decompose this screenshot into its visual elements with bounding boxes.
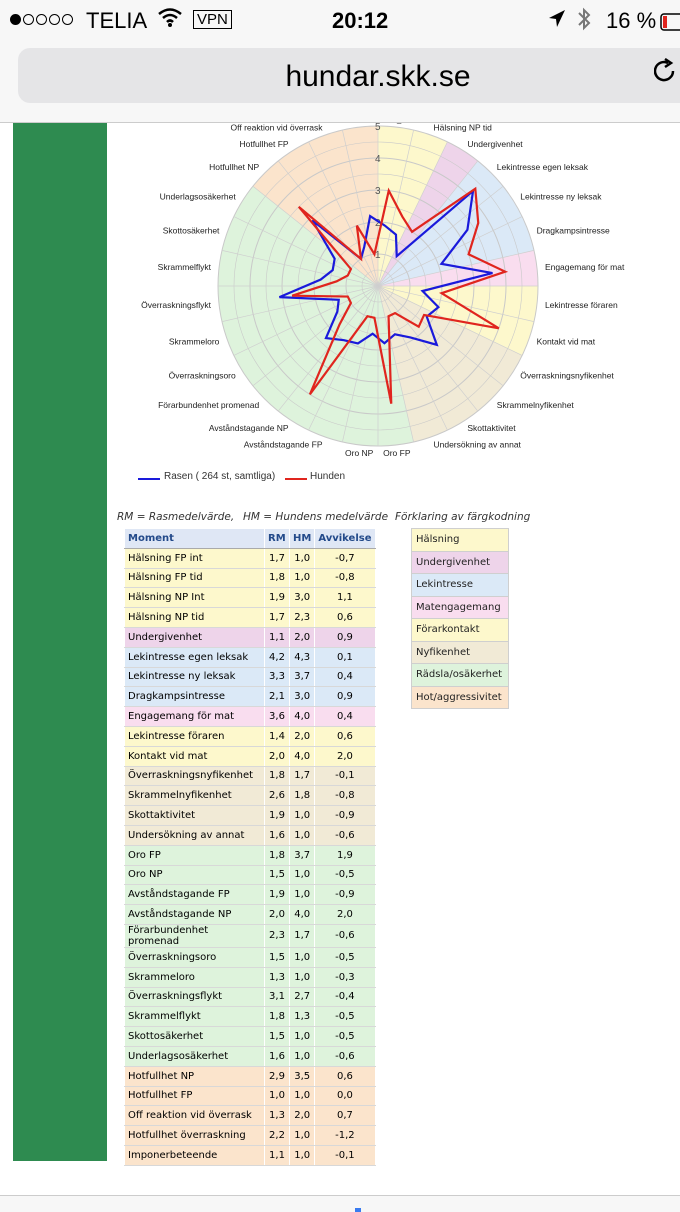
page-content [0, 123, 680, 1195]
table-row [125, 687, 376, 707]
radar-category-label: Överraskningsnyfikenhet [520, 370, 614, 381]
hm-cell: 1,3 [290, 1007, 315, 1027]
color-key-table [411, 528, 509, 709]
moment-cell: Oro NP [125, 865, 265, 885]
deviation-cell: -0,1 [315, 1145, 375, 1165]
rm-cell: 1,9 [265, 806, 290, 826]
color-key-row [412, 664, 509, 687]
radar-category-label: Oro FP [383, 447, 411, 458]
moment-cell: Avståndstagande FP [125, 885, 265, 905]
moment-cell: Avståndstagande NP [125, 905, 265, 925]
radar-category-label: Överraskningsoro [168, 370, 236, 381]
moment-cell: Hotfullhet NP [125, 1066, 265, 1086]
table-header-row [125, 529, 376, 549]
hm-cell: 1,0 [290, 1027, 315, 1047]
moment-cell: Skrammelnyfikenhet [125, 786, 265, 806]
table-row [125, 1007, 376, 1027]
table-row [125, 967, 376, 987]
rm-cell: 1,9 [265, 885, 290, 905]
deviation-cell: 1,9 [315, 845, 375, 865]
moment-cell: Off reaktion vid överrask [125, 1106, 265, 1126]
battery-icon [660, 11, 680, 37]
deviation-cell: 0,9 [315, 687, 375, 707]
deviation-cell: 0,6 [315, 726, 375, 746]
deviation-cell: -0,8 [315, 568, 375, 588]
hm-cell: 1,0 [290, 568, 315, 588]
radar-tick-label: 1 [375, 250, 381, 261]
radar-category-label: Lekintresse ny leksak [520, 191, 602, 202]
hm-cell: 2,0 [290, 726, 315, 746]
rm-cell: 2,0 [265, 905, 290, 925]
rm-cell: 1,5 [265, 947, 290, 967]
rm-cell: 1,7 [265, 608, 290, 628]
moment-cell: Skottosäkerhet [125, 1027, 265, 1047]
table-row [125, 1106, 376, 1126]
moment-cell: Lekintresse egen leksak [125, 647, 265, 667]
radar-category-label [316, 123, 403, 124]
table-row [125, 806, 376, 826]
radar-category-label: Avståndstagande FP [243, 439, 323, 450]
rm-cell: 1,8 [265, 766, 290, 786]
hm-cell: 1,0 [290, 825, 315, 845]
rm-cell: 2,3 [265, 924, 290, 947]
deviation-cell: -0,5 [315, 1027, 375, 1047]
deviation-cell: -0,9 [315, 806, 375, 826]
hm-cell: 1,7 [290, 766, 315, 786]
color-key-row [412, 529, 509, 552]
hm-cell: 4,0 [290, 905, 315, 925]
moment-cell: Imponerbeteende [125, 1145, 265, 1165]
table-row [125, 588, 376, 608]
rm-cell: 1,5 [265, 865, 290, 885]
table-row [125, 825, 376, 845]
column-header: RM [265, 529, 290, 549]
moment-cell: Engagemang för mat [125, 707, 265, 727]
hm-cell: 1,0 [290, 967, 315, 987]
table-row [125, 885, 376, 905]
moment-cell: Hotfullhet FP [125, 1086, 265, 1106]
deviation-cell: -0,1 [315, 766, 375, 786]
carrier-name: TELIA [86, 8, 148, 33]
radar-category-label: Avståndstagande NP [208, 423, 289, 434]
moment-cell: Kontakt vid mat [125, 746, 265, 766]
color-key-row [412, 641, 509, 664]
table-row [125, 1126, 376, 1146]
hm-cell: 1,0 [290, 1145, 315, 1165]
rm-cell: 2,6 [265, 786, 290, 806]
hm-cell: 1,7 [290, 924, 315, 947]
signal-strength-icon [10, 12, 75, 30]
table-row [125, 845, 376, 865]
rm-cell: 1,6 [265, 825, 290, 845]
table-row [125, 1046, 376, 1066]
bottom-indicator [355, 1208, 361, 1212]
rm-cell: 1,9 [265, 588, 290, 608]
deviation-cell: -0,9 [315, 885, 375, 905]
radar-category-label: Lekintresse egen leksak [496, 162, 588, 173]
rm-cell: 1,8 [265, 845, 290, 865]
hm-cell: 2,0 [290, 1106, 315, 1126]
table-row [125, 924, 376, 947]
hm-cell: 4,0 [290, 746, 315, 766]
radar-category-label: Off reaktion vid överrask [230, 123, 323, 133]
radar-category-label: Underlagsosäkerhet [159, 191, 236, 202]
hm-cell: 1,0 [290, 865, 315, 885]
table-row [125, 905, 376, 925]
moment-cell: Hotfullhet överraskning [125, 1126, 265, 1146]
hm-cell: 2,0 [290, 627, 315, 647]
moment-cell: Oro FP [125, 845, 265, 865]
color-key-label: Matengagemang [412, 596, 509, 619]
moment-cell: Dragkampsintresse [125, 687, 265, 707]
color-key-row [412, 686, 509, 709]
moment-cell: Överraskningsflykt [125, 987, 265, 1007]
deviation-cell: -0,4 [315, 987, 375, 1007]
hm-cell: 3,7 [290, 667, 315, 687]
rm-cell: 1,4 [265, 726, 290, 746]
rm-cell: 2,2 [265, 1126, 290, 1146]
rm-cell: 1,6 [265, 1046, 290, 1066]
hm-cell: 3,0 [290, 588, 315, 608]
radar-category-label: Hälsning NP tid [433, 123, 492, 133]
table-row [125, 568, 376, 588]
radar-tick-label: 3 [375, 186, 381, 197]
moment-cell: Undersökning av annat [125, 825, 265, 845]
hm-cell: 1,0 [290, 885, 315, 905]
hm-cell: 4,3 [290, 647, 315, 667]
radar-tick-label: 4 [375, 154, 381, 165]
address-bar[interactable] [18, 48, 680, 103]
color-key-label: Hälsning [412, 529, 509, 552]
color-key-label: Nyfikenhet [412, 641, 509, 664]
radar-category-label: Engagemang för mat [544, 262, 625, 273]
hm-cell: 3,7 [290, 845, 315, 865]
color-key-row [412, 574, 509, 597]
moment-cell: Skottaktivitet [125, 806, 265, 826]
moment-cell: Överraskningsnyfikenhet [125, 766, 265, 786]
rm-note: RM = Rasmedelvärde, [117, 511, 235, 523]
reload-icon[interactable] [654, 58, 676, 89]
radar-category-label: Skrammelflykt [157, 262, 212, 273]
deviation-cell: -1,2 [315, 1126, 375, 1146]
color-key-label: Hot/aggressivitet [412, 686, 509, 709]
column-header: HM [290, 529, 315, 549]
moment-cell: Underlagsosäkerhet [125, 1046, 265, 1066]
rm-cell: 1,8 [265, 568, 290, 588]
radar-category-label: Kontakt vid mat [536, 336, 596, 347]
url-text[interactable]: hundar.skk.se [285, 60, 471, 93]
status-bar [0, 0, 680, 40]
radar-category-label: Skottaktivitet [467, 423, 516, 434]
deviation-cell: -0,5 [315, 865, 375, 885]
color-key-label: Rädsla/osäkerhet [412, 664, 509, 687]
deviation-cell: -0,8 [315, 786, 375, 806]
deviation-cell: 2,0 [315, 746, 375, 766]
hm-cell: 2,3 [290, 608, 315, 628]
radar-category-label: Skrammelnyfikenhet [496, 399, 574, 410]
legend-label-breed: Rasen ( 264 st, samtliga) [164, 471, 276, 482]
color-key-row [412, 619, 509, 642]
rm-cell: 1,1 [265, 1145, 290, 1165]
hm-cell: 1,0 [290, 947, 315, 967]
hm-cell: 4,0 [290, 707, 315, 727]
radar-category-label: Undersökning av annat [433, 439, 521, 450]
moment-cell: Hälsning FP int [125, 548, 265, 568]
deviation-cell: 0,1 [315, 647, 375, 667]
radar-chart [0, 123, 680, 463]
hm-cell: 1,0 [290, 548, 315, 568]
rm-cell: 1,0 [265, 1086, 290, 1106]
deviation-cell: 0,6 [315, 1066, 375, 1086]
moment-cell: Lekintresse ny leksak [125, 667, 265, 687]
deviation-cell: 0,4 [315, 667, 375, 687]
table-row [125, 766, 376, 786]
deviation-cell: -0,6 [315, 924, 375, 947]
table-row [125, 707, 376, 727]
table-row [125, 627, 376, 647]
deviation-cell: 0,7 [315, 1106, 375, 1126]
radar-category-label: Dragkampsintresse [536, 225, 610, 236]
table-row [125, 1066, 376, 1086]
color-key-title: Förklaring av färgkodning [395, 511, 531, 523]
rm-cell: 1,7 [265, 548, 290, 568]
bluetooth-icon [576, 7, 592, 37]
battery-percent: 16 % [606, 8, 657, 33]
radar-category-label: Lekintresse föraren [544, 299, 618, 310]
rm-cell: 3,1 [265, 987, 290, 1007]
rm-cell: 1,3 [265, 967, 290, 987]
moment-cell: Hälsning NP Int [125, 588, 265, 608]
radar-tick-label: 2 [375, 218, 381, 229]
rm-cell: 3,3 [265, 667, 290, 687]
moment-cell: Lekintresse föraren [125, 726, 265, 746]
browser-bottom-bar [0, 1195, 680, 1212]
moment-cell: Skrammeloro [125, 967, 265, 987]
moment-cell: Hälsning FP tid [125, 568, 265, 588]
table-row [125, 548, 376, 568]
color-key-label: Lekintresse [412, 574, 509, 597]
color-key-row [412, 551, 509, 574]
moment-cell: Skrammelflykt [125, 1007, 265, 1027]
deviation-cell: -0,6 [315, 1046, 375, 1066]
vpn-badge: VPN [193, 10, 232, 29]
table-row [125, 987, 376, 1007]
deviation-cell: 0,6 [315, 608, 375, 628]
table-row [125, 947, 376, 967]
table-row [125, 1145, 376, 1165]
deviation-cell: -0,7 [315, 548, 375, 568]
rm-cell: 1,8 [265, 1007, 290, 1027]
color-key-label: Undergivenhet [412, 551, 509, 574]
deviation-cell: 2,0 [315, 905, 375, 925]
moment-cell: Överraskningsoro [125, 947, 265, 967]
deviation-cell: -0,5 [315, 1007, 375, 1027]
deviation-cell: 1,1 [315, 588, 375, 608]
radar-category-label: Skrammeloro [168, 336, 220, 347]
table-row [125, 726, 376, 746]
rm-cell: 3,6 [265, 707, 290, 727]
browser-toolbar [0, 40, 680, 123]
hm-note: HM = Hundens medelvärde [243, 511, 389, 523]
hm-cell: 3,0 [290, 687, 315, 707]
hm-cell: 1,0 [290, 1126, 315, 1146]
deviation-cell: 0,4 [315, 707, 375, 727]
wifi-icon [157, 6, 183, 34]
moment-cell: Förarbundenhet promenad [125, 924, 265, 947]
moment-cell: Undergivenhet [125, 627, 265, 647]
rm-cell: 1,5 [265, 1027, 290, 1047]
moment-cell: Hälsning NP tid [125, 608, 265, 628]
clock: 20:12 [332, 8, 389, 33]
table-row [125, 746, 376, 766]
hm-cell: 1,0 [290, 806, 315, 826]
radar-tick-label: 5 [375, 123, 381, 133]
hm-cell: 1,8 [290, 786, 315, 806]
radar-category-label: Hotfullhet NP [209, 162, 260, 173]
rm-cell: 2,0 [265, 746, 290, 766]
legend-swatch-breed [138, 478, 160, 480]
legend-swatch-dog [285, 478, 307, 480]
table-row [125, 1086, 376, 1106]
hm-cell: 3,5 [290, 1066, 315, 1086]
rm-cell: 1,1 [265, 627, 290, 647]
legend-label-dog: Hunden [310, 471, 346, 482]
rm-cell: 2,9 [265, 1066, 290, 1086]
hm-cell: 1,0 [290, 1086, 315, 1106]
hm-cell: 2,7 [290, 987, 315, 1007]
deviation-cell: -0,5 [315, 947, 375, 967]
radar-category-label: Förarbundenhet promenad [158, 399, 260, 410]
rm-cell: 1,3 [265, 1106, 290, 1126]
table-row [125, 667, 376, 687]
location-arrow-icon [548, 9, 566, 35]
radar-category-label: Överraskningsflykt [141, 299, 212, 310]
table-row [125, 608, 376, 628]
table-row [125, 865, 376, 885]
radar-category-label: Hotfullhet FP [239, 138, 289, 149]
deviation-cell: 0,9 [315, 627, 375, 647]
deviation-cell: 0,0 [315, 1086, 375, 1106]
color-key-label: Förarkontakt [412, 619, 509, 642]
radar-category-label: Oro NP [345, 447, 374, 458]
column-header: Moment [125, 529, 265, 549]
rm-cell: 4,2 [265, 647, 290, 667]
radar-category-label: Undergivenhet [467, 138, 523, 149]
deviation-cell: -0,6 [315, 825, 375, 845]
table-row [125, 786, 376, 806]
color-key-row [412, 596, 509, 619]
table-row [125, 647, 376, 667]
hm-cell: 1,0 [290, 1046, 315, 1066]
radar-category-label: Skottosäkerhet [162, 225, 220, 236]
deviation-cell: -0,3 [315, 967, 375, 987]
rm-cell: 2,1 [265, 687, 290, 707]
column-header: Avvikelse [315, 529, 375, 549]
results-table [124, 528, 376, 1166]
table-row [125, 1027, 376, 1047]
